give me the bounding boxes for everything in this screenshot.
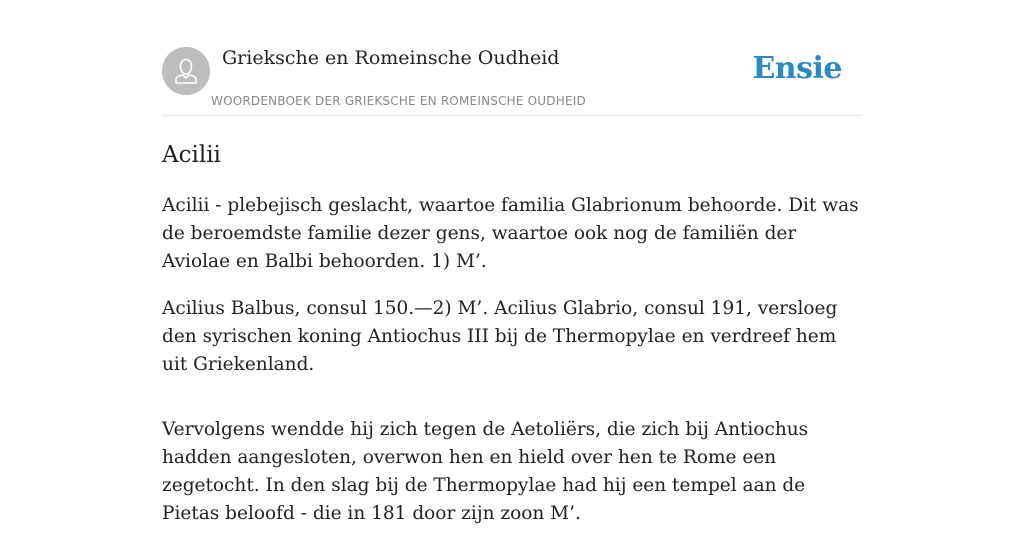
user-silhouette-icon[interactable] xyxy=(162,47,210,95)
entry-paragraph: Vervolgens wendde hij zich tegen de Aetoliërs, die zich bij Antiochus hadden aangesloten, overwon hen en hield over hen te Rome een zegetocht. In den slag bij de Thermopylae had hij een tempel aan de Pietas beloofd - die in 181 door zijn zoon M’. xyxy=(162,419,809,524)
entry-paragraph: Acilii - plebejisch geslacht, waartoe familia Glabrionum behoorde. Dit was de beroemdste familie dezer gens, waartoe ook nog de familiën der Aviolae en Balbi behoorden. 1) M’. xyxy=(162,195,859,272)
source-title[interactable]: Grieksche en Romeinsche Oudheid xyxy=(222,47,560,69)
source-subtitle[interactable]: WOORDENBOEK DER GRIEKSCHE EN ROMEINSCHE OUDHEID xyxy=(211,94,586,108)
entry-paragraph: Acilius Balbus, consul 150.—2) M’. Acilius Glabrio, consul 191, versloeg den syrischen koning Antiochus III bij de Thermopylae en verdreef hem uit Griekenland. xyxy=(162,298,838,375)
page-header xyxy=(162,46,862,116)
entry-content xyxy=(162,192,862,547)
header-divider xyxy=(162,115,862,116)
brand-logo[interactable]: Ensie xyxy=(752,51,842,86)
entry-title: Acilii xyxy=(162,142,221,168)
